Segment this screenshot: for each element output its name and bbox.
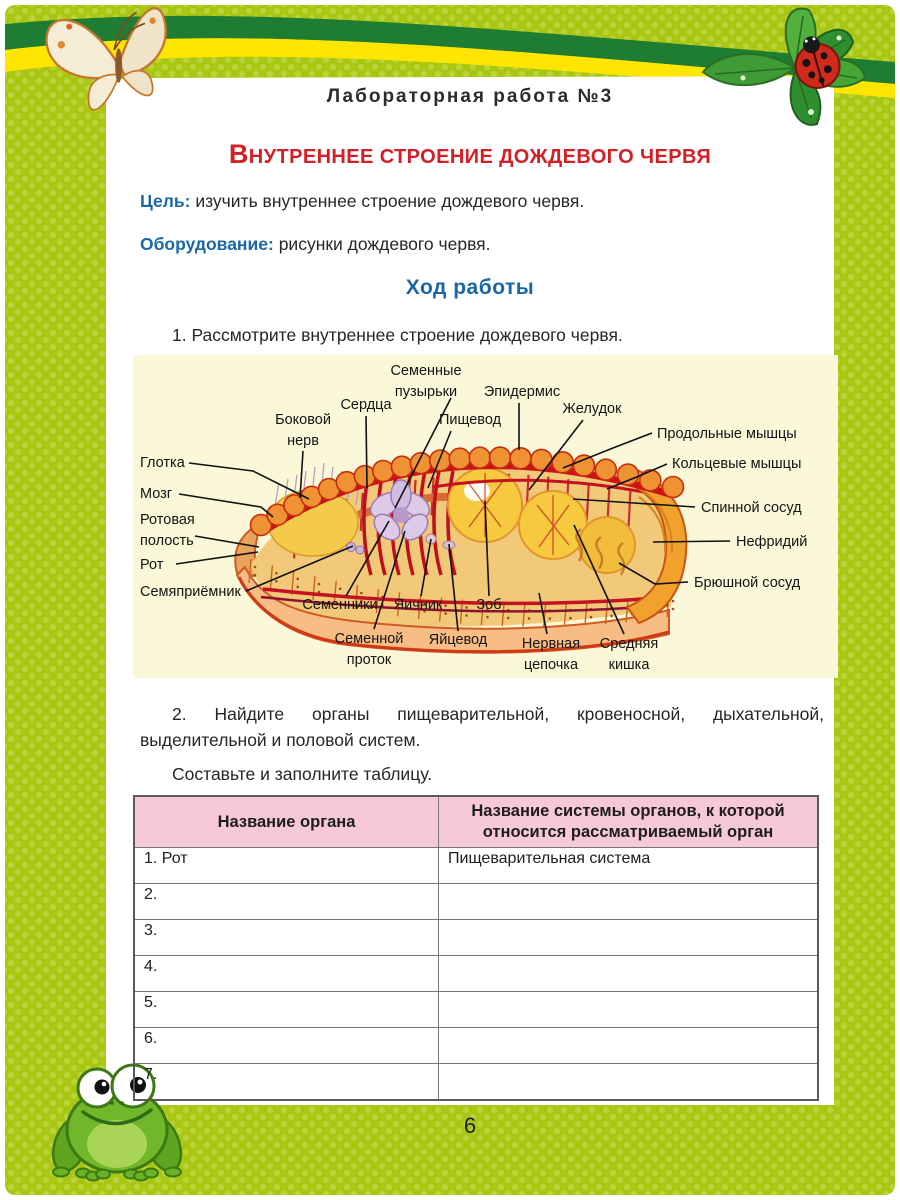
system-cell [439,920,819,956]
table-row [134,1028,818,1064]
diagram-label-serdtsa: Сердца [340,397,392,413]
system-cell: Пищеварительная система [439,848,819,884]
diagram-label-semenniki: Семенники [302,597,378,613]
goal-label: Цель: [140,191,191,211]
diagram-label-mozg: Мозг [140,486,173,502]
system-cell [439,1064,819,1101]
equipment-line [140,231,824,257]
organ-cell: 7. [134,1064,439,1101]
system-cell [439,956,819,992]
diagram-label-rotovaya-polost: Ротовая полость [140,512,195,549]
equipment-text: рисунки дождевого червя. [278,234,491,254]
heading-initial-letter: В [228,139,249,169]
diagram-label-prodolnye-myshtsy: Продольные мышцы [657,426,797,442]
diagram-label-pishchevod: Пищевод [438,412,502,428]
diagram-label-yaichnik: Яичник [393,597,443,613]
diagram-label-koltsevye-myshtsy: Кольцевые мышцы [672,456,802,472]
step-2-text: 2. Найдите органы пищеварительной, кровеносной, дыхательной, выделительной и половой систем. [140,704,824,750]
earthworm-diagram [133,355,838,678]
table-row [134,956,818,992]
organ-cell: 1. Рот [134,848,439,884]
diagram-label-zob: Зоб [476,597,502,613]
table-row [134,992,818,1028]
goal-line [140,188,824,214]
table-row [134,848,818,884]
organ-table [133,795,819,1101]
column-header-system: Название системы органов, к которой относится рассматриваемый орган [439,796,819,848]
page-title: Лабораторная работа №3 [326,86,614,107]
diagram-label-nervnaya-tsepochka: Нервная цепочка [521,636,581,673]
diagram-label-yaytsevod: Яйцевод [428,632,488,648]
table-header-row [134,796,818,848]
organ-cell: 5. [134,992,439,1028]
heading-rest: НУТРЕННЕЕ СТРОЕНИЕ ДОЖДЕВОГО ЧЕРВЯ [248,146,712,168]
diagram-label-semennoy-protok: Семенной проток [334,631,404,668]
diagram-label-semyapriyomnik: Семяприёмник [140,584,241,600]
diagram-label-nefridiy: Нефридий [736,534,808,550]
table-row [134,1064,818,1101]
system-cell [439,1028,819,1064]
earthworm-diagram-svg [133,355,838,678]
leader-line-nefridiy [653,541,730,542]
diagram-label-zheludok: Желудок [562,401,622,417]
diagram-label-semennye-puzyrki: Семенные пузырьки [390,363,462,400]
diagram-label-epidermis: Эпидермис [483,384,561,400]
section-heading [106,139,834,170]
organ-table-container [133,795,819,1101]
equipment-label: Оборудование: [140,234,274,254]
organ-cell: 4. [134,956,439,992]
system-cell [439,884,819,920]
diagram-label-rot: Рот [140,557,164,573]
diagram-label-glotka: Глотка [140,455,185,471]
organ-cell: 2. [134,884,439,920]
diagram-label-bryushnoy-sosud: Брюшной сосуд [694,575,801,591]
organ-cell: 6. [134,1028,439,1064]
step-2-note: Составьте и заполните таблицу. [172,764,433,784]
table-row [134,884,818,920]
diagram-label-spinnoy-sosud: Спинной сосуд [701,500,802,516]
procedure-heading: Ход работы [405,276,535,299]
diagram-label-bokovoy-nerv: Боковой нерв [275,412,331,449]
page-number: 6 [463,1113,477,1138]
diagram-label-srednyaya-kishka: Средняя кишка [599,636,659,673]
step-1-text: 1. Рассмотрите внутреннее строение дождевого червя. [172,325,623,345]
column-header-organ: Название органа [134,796,439,848]
leader-line-serdtsa [366,416,367,488]
table-row [134,920,818,956]
system-cell [439,992,819,1028]
goal-text: изучить внутреннее строение дождевого червя. [195,191,585,211]
organ-cell: 3. [134,920,439,956]
